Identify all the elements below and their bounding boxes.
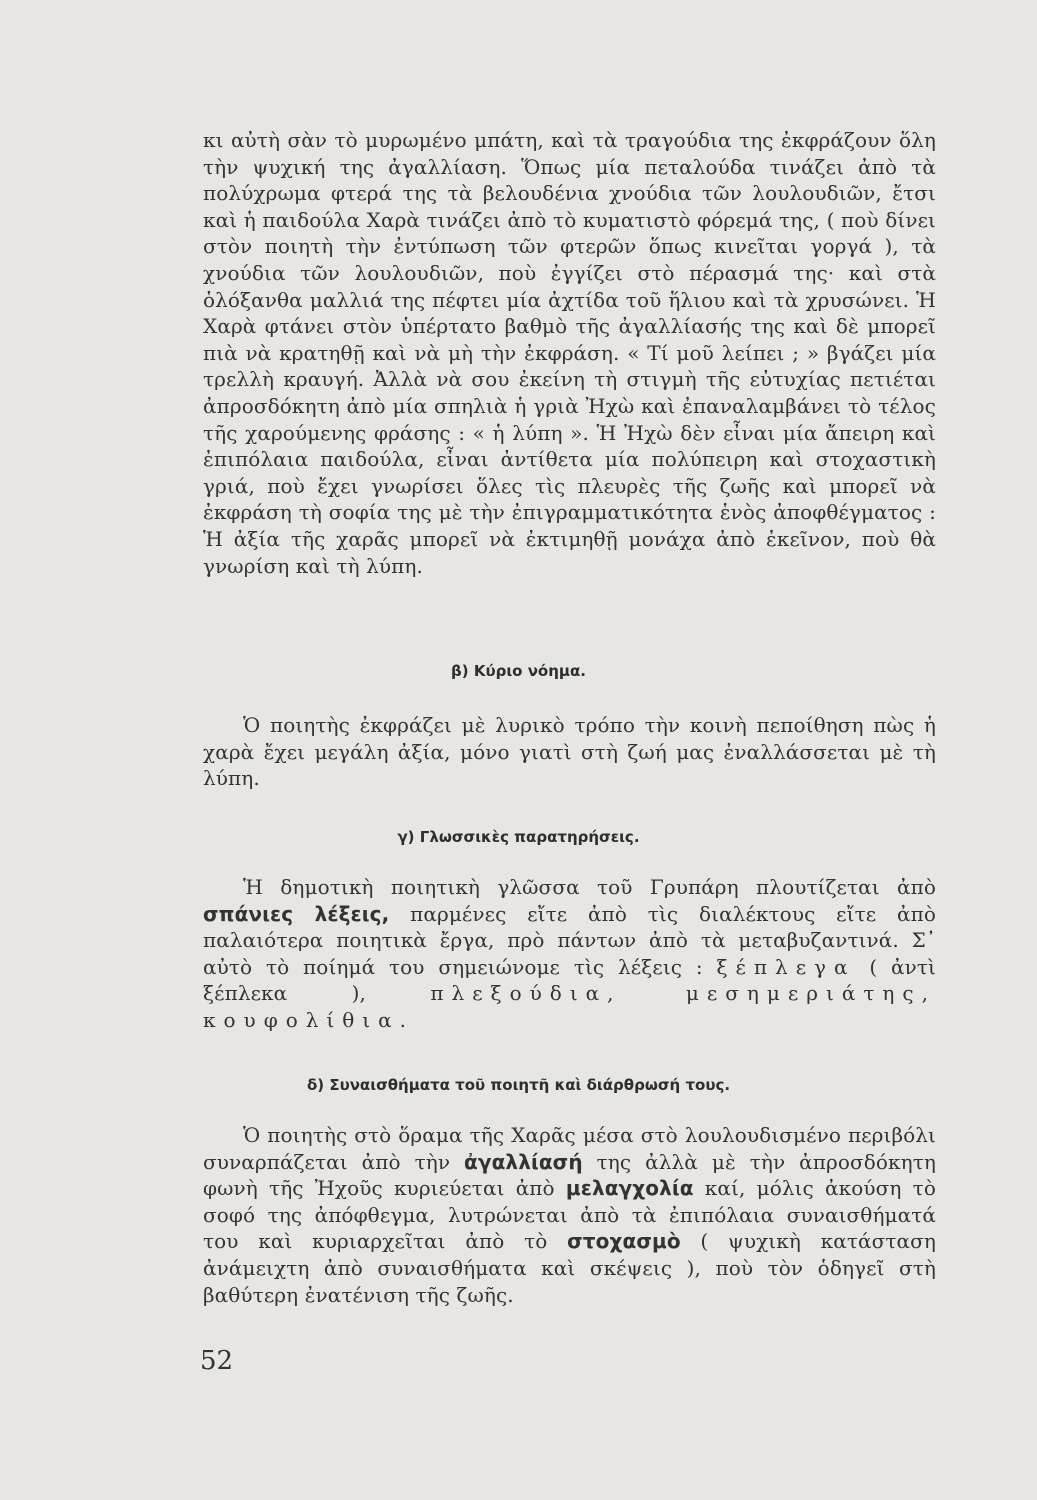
emotions-text-1: Ὁ ποιητὴς στὸ ὅραμα τῆς Χαρᾶς μέσα στὸ λουλουδισμένο περιβόλι συναρπάζεται ἀπὸ τὴν bbox=[203, 1123, 936, 1174]
heading-language-notes: γ) Γλωσσικὲς παρατηρήσεις. bbox=[397, 828, 640, 846]
word-mesimeriatis: μεσημεριάτης, bbox=[685, 981, 936, 1006]
word-plexoudia: πλεξούδια, bbox=[430, 981, 622, 1006]
word-xeplega: ξέπλεγα bbox=[716, 954, 856, 979]
word-xeplega-gloss: ( ἀντὶ ξέπλεκα ), bbox=[203, 954, 936, 1006]
rare-words-emphasis: σπάνιες λέξεις, bbox=[203, 901, 390, 926]
paragraph-emotions bbox=[203, 1122, 936, 1308]
paragraph-language-notes bbox=[203, 874, 936, 1034]
emphasis-melancholy: μελαγχολία bbox=[565, 1176, 694, 1201]
language-notes-text-1: Ἡ δημοτικὴ ποιητικὴ γλῶσσα τοῦ Γρυπάρη πλουτίζεται ἀπὸ bbox=[243, 875, 936, 899]
heading-emotions: δ) Συναισθήματα τοῦ ποιητῆ καὶ διάρθρωσή τους. bbox=[306, 1076, 731, 1094]
language-notes-text-2: παρμένες εἴτε ἀπὸ τὶς διαλέκτους εἴτε ἀπὸ παλαιότερα ποιητικὰ ἔργα, πρὸ πάντων ἀπὸ τὰ μεταβυζαντινά. Σ᾽ αὐτὸ τὸ ποίημά του σημειώνομε τὶς λέξεις : bbox=[203, 901, 936, 979]
paragraph-analysis bbox=[203, 127, 936, 579]
page-number: 52 bbox=[200, 1346, 234, 1376]
emphasis-joy: ἀγαλλίασή bbox=[464, 1149, 583, 1174]
paragraph-main-idea bbox=[203, 712, 936, 792]
heading-main-idea: β) Κύριο νόημα. bbox=[451, 662, 586, 680]
emotions-text-2: της ἀλλὰ μὲ τὴν ἀπροσδόκητη φωνὴ τῆς Ἠχοῦς κυριεύεται ἀπὸ bbox=[203, 1149, 936, 1201]
word-koufolithia: κουφολίθια. bbox=[203, 1007, 415, 1032]
emotions-text-3: καί, μόλις ἀκούση τὸ σοφό της ἀπόφθεγμα, λυτρώνεται ἀπὸ τὰ ἐπιπόλαια συναισθήματά του καὶ κυριαρχεῖται ἀπὸ τὸ bbox=[203, 1176, 936, 1254]
paragraph-main-idea-text: Ὁ ποιητὴς ἐκφράζει μὲ λυρικὸ τρόπο τὴν κοινὴ πεποίθηση πὼς ἡ χαρὰ ἔχει μεγάλη ἀξία, μόνο γιατὶ στὴ ζωή μας ἐναλλάσσεται μὲ τὴ λύπη. bbox=[203, 713, 936, 791]
emotions-text-4: ( ψυχικὴ κατάσταση ἀνάμειχτη ἀπὸ συναισθήματα καὶ σκέψεις ), ποὺ τὸν ὁδηγεῖ στὴ βαθύτερη ἐνατένιση τῆς ζωῆς. bbox=[203, 1229, 936, 1307]
emphasis-contemplation: στοχασμὸ bbox=[567, 1229, 681, 1254]
paragraph-analysis-text: κι αὐτὴ σὰν τὸ μυρωμένο μπάτη, καὶ τὰ τραγούδια της ἐκφράζουν ὅλη τὴν ψυχική της ἀγαλλίαση. Ὅπως μία πεταλούδα τινάζει ἀπὸ τὰ πολύχρωμα φτερά της τὰ βελουδένια χνούδια τῶν λουλουδιῶν, ἔτσι καὶ ἡ παιδούλα Χαρὰ τινάζει ἀπὸ τὸ κυματιστὸ φόρεμά της, ( ποὺ δίνει στὸν ποιητὴ τὴν ἐντύπωση τῶν φτερῶν ὅπως κινεῖται γοργά ), τὰ χνούδια τῶν λουλουδιῶν, ποὺ ἐγγίζει στὸ πέρασμά της· καὶ στὰ ὁλόξανθα μαλλιά της πέφτει μία ἀχτίδα τοῦ ἥλιου καὶ τὰ χρυσώνει. Ἡ Χαρὰ φτάνει στὸν ὑπέρτατο βαθμὸ τῆς ἀγαλλίασής της καὶ δὲ μπορεῖ πιὰ νὰ κρατηθῇ καὶ νὰ μὴ τὴν ἐκφράση. « Τί μοῦ λείπει ; » βγάζει μία τρελλὴ κραυγή. Ἀλλὰ νὰ σου ἐκείνη τὴ στιγμὴ τῆς εὐτυχίας πετιέται ἀπροσδόκητη ἀπὸ μία σπηλιὰ ἡ γριὰ Ἠχὼ καὶ ἐπαναλαμβάνει τὸ τέλος τῆς χαρούμενης φράσης : « ἡ λύπη ». Ἡ Ἠχὼ δὲν εἶναι μία ἄπειρη καὶ ἐπιπόλαια παιδούλα, εἶναι ἀντίθετα μία πολύπειρη καὶ στοχαστικὴ γριά, ποὺ ἔχει γνωρίσει ὅλες τὶς πλευρὲς τῆς ζωῆς καὶ μπορεῖ νὰ ἐκφράση τὴ σοφία της μὲ τὴν ἐπιγραμματικότητα ἑνὸς ἀποφθέγματος : Ἡ ἀξία τῆς χαρᾶς μπορεῖ νὰ ἐκτιμηθῇ μονάχα ἀπὸ ἐκεῖνον, ποὺ θὰ γνωρίση καὶ τὴ λύπη. bbox=[203, 128, 936, 578]
